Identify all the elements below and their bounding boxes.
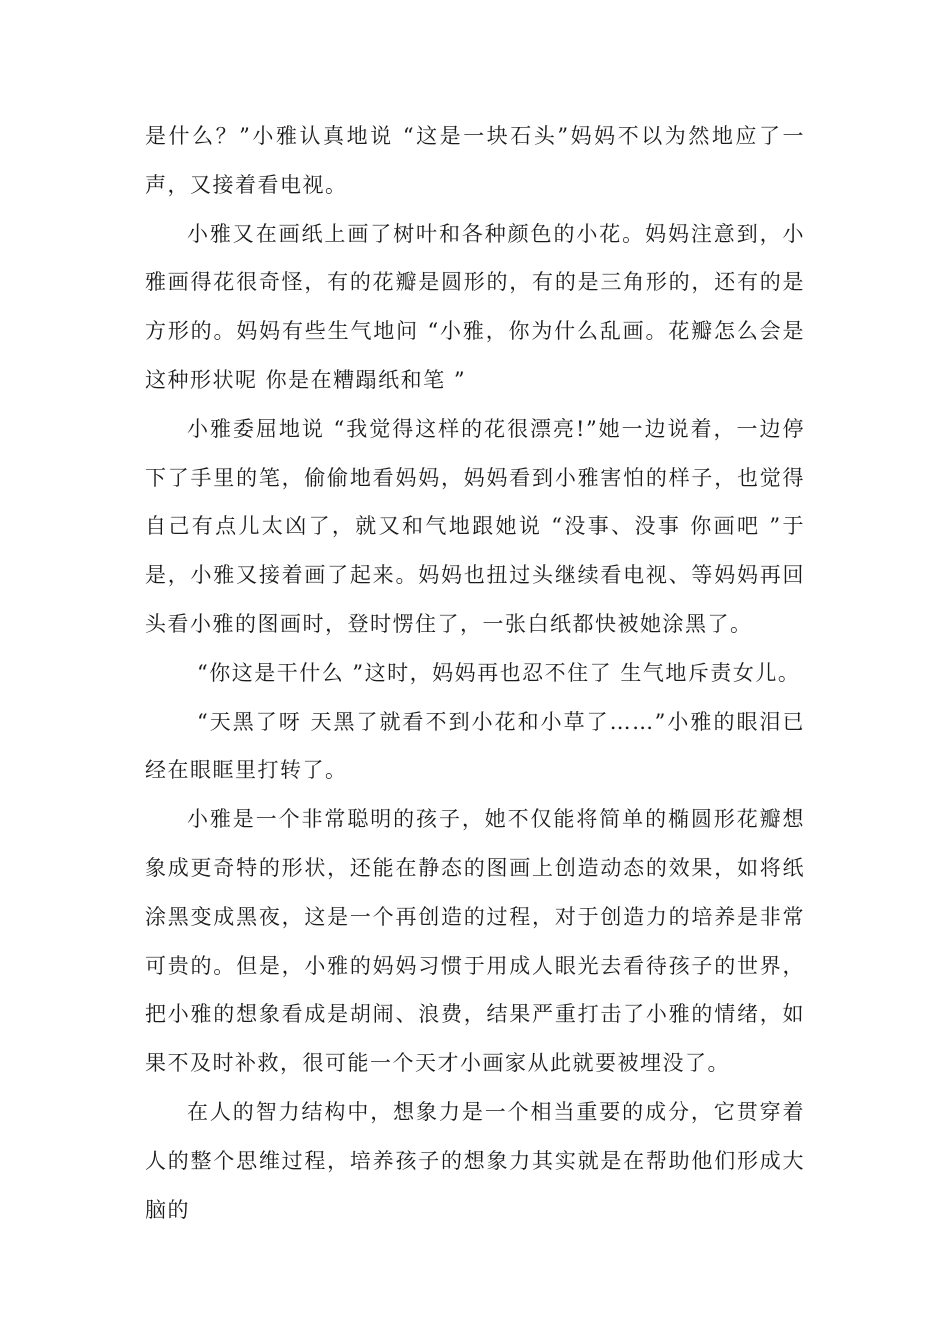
document-body: [145, 112, 805, 1234]
paragraph-continuation: 是什么？”小雅认真地说 “这是一块石头”妈妈不以为然地应了一声，又接着看电视。: [145, 124, 805, 197]
paragraph-imagination: 在人的智力结构中，想象力是一个相当重要的成分，它贯穿着人的整个思维过程，培养孩子的想象力其实就是在帮助他们形成大脑的: [145, 1099, 805, 1222]
paragraph-wronged: 小雅委屈地说 “我觉得这样的花很漂亮!”她一边说着，一边停下了手里的笔，偷偷地看妈妈，妈妈看到小雅害怕的样子，也觉得自己有点儿太凶了，就又和气地跟她说 “没事、没事 你画吧 ”于是，小雅又接着画了起来。妈妈也扭过头继续看电视、等妈妈再回头看小雅的图画时，登时愣住了，一张白纸都快被她涂黑了。: [145, 416, 805, 636]
paragraph-night-fell: “天黑了呀 天黑了就看不到小花和小草了……”小雅的眼泪已经在眼眶里打转了。: [145, 709, 805, 783]
paragraph-flowers: 小雅又在画纸上画了树叶和各种颜色的小花。妈妈注意到，小雅画得花很奇怪，有的花瓣是圆形的，有的是三角形的，还有的是方形的。妈妈有些生气地问 “小雅，你为什么乱画。花瓣怎么会是这种形状呢 你是在糟蹋纸和笔 ”: [145, 221, 805, 392]
paragraph-mother-scolds: “你这是干什么 ”这时，妈妈再也忍不住了 生气地斥责女儿。: [197, 660, 801, 685]
paragraph-analysis: 小雅是一个非常聪明的孩子，她不仅能将简单的椭圆形花瓣想象成更奇特的形状，还能在静态的图画上创造动态的效果，如将纸涂黑变成黑夜，这是一个再创造的过程，对于创造力的培养是非常可贵的。但是，小雅的妈妈习惯于用成人眼光去看待孩子的世界，把小雅的想象看成是胡闹、浪费，结果严重打击了小雅的情绪，如果不及时补救，很可能一个天才小画家从此就要被埋没了。: [145, 807, 805, 1076]
